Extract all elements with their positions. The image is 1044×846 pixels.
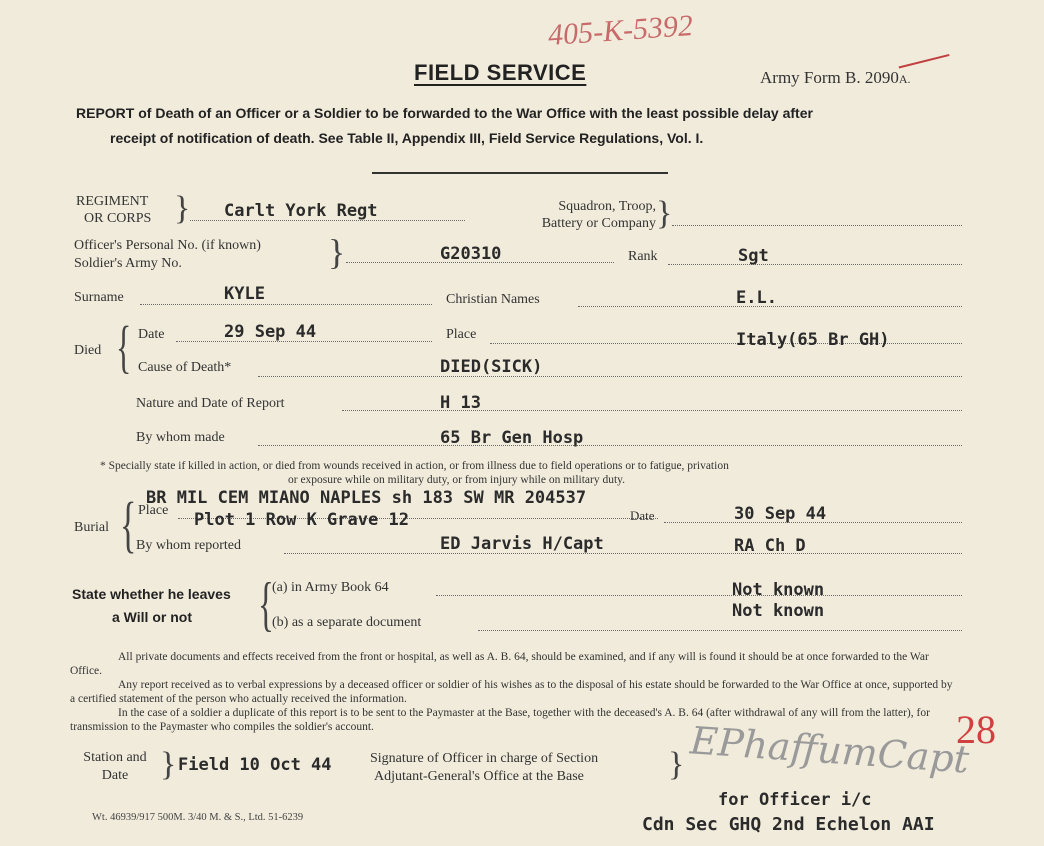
reported-by-value: ED Jarvis H/Capt [440, 534, 604, 554]
will-b-dots [478, 630, 962, 631]
cause-label: Cause of Death* [138, 360, 232, 375]
squadron-dots [672, 225, 962, 226]
died-brace: { [116, 314, 132, 379]
regiment-label-line2: OR CORPS [84, 211, 152, 226]
station-brace: } [160, 746, 177, 783]
will-label-2: a Will or not [112, 609, 192, 625]
place-died-value: Italy(65 Br GH) [736, 330, 890, 350]
for-officer-value: for Officer i/c [718, 790, 872, 810]
burial-date-label: Date [630, 508, 655, 523]
regiment-label [76, 193, 151, 227]
instruction-paragraph-3: In the case of a soldier a duplicate of this report is to be sent to the Paymaster at the Base, together with the deceased's A. B. 64 (after withdrawal of any will from the latter), for transmission to the Paymaster who compiles the soldier's account. [70, 707, 930, 733]
handwritten-number: 28 [956, 707, 996, 752]
by-whom-made-label: By whom made [136, 430, 225, 445]
rank-dots [668, 264, 962, 265]
will-b-label: (b) as a separate document [272, 615, 422, 630]
form-number-strike [899, 54, 954, 84]
station-value: Field 10 Oct 44 [178, 755, 332, 775]
officer-no-label: Officer's Personal No. (if known) [74, 238, 261, 253]
surname-value: KYLE [224, 284, 265, 304]
squadron-label [496, 198, 656, 232]
will-label-1: State whether he leaves [72, 586, 231, 602]
regiment-label-line1: REGIMENT [76, 194, 149, 209]
cause-dots [258, 376, 962, 377]
burial-place-value-2: Plot 1 Row K Grave 12 [194, 510, 409, 530]
form-number-suffix: A. [898, 72, 911, 86]
form-title: FIELD SERVICE [414, 60, 587, 85]
rank-value: Sgt [738, 246, 769, 266]
signature-label-line2: Adjutant-General's Office at the Base [374, 769, 584, 784]
printer-line: Wt. 46939/917 500M. 3/40 M. & S., Ltd. 51-6239 [92, 812, 304, 823]
will-brace: { [258, 571, 274, 637]
form-number-value: 2090 [864, 68, 899, 87]
nature-label: Nature and Date of Report [136, 396, 285, 411]
header-line-2: receipt of notification of death. See Table II, Appendix III, Field Service Regulations, Vol. I. [110, 130, 704, 146]
burial-place-value-1: BR MIL CEM MIANO NAPLES sh 183 SW MR 204537 [146, 488, 587, 508]
regiment-brace: } [174, 190, 191, 227]
regiment-value: Carlt York Regt [224, 201, 378, 221]
header-rule [372, 172, 668, 174]
burial-place-label: Place [138, 503, 169, 518]
number-label [74, 237, 261, 273]
surname-label: Surname [74, 290, 124, 305]
handwritten-signature: EPhaffumCapt [688, 718, 971, 782]
instruction-paragraph-1: All private documents and effects received from the front or hospital, as well as A. B. 64, should be examined, and if any will is found it should be at once forwarded to the War Office. [70, 651, 929, 677]
burial-date-value: 30 Sep 44 [734, 504, 827, 524]
signature-brace: } [668, 746, 685, 783]
nature-dots [342, 410, 962, 411]
squadron-label-line1: Squadron, Troop, [558, 199, 656, 214]
station-label-line2: Date [101, 768, 129, 783]
squadron-label-line2: Battery or Company [541, 216, 656, 231]
christian-names-label: Christian Names [446, 292, 540, 307]
date-died-value: 29 Sep 44 [224, 322, 317, 342]
will-b-value: Not known [732, 601, 825, 621]
rank-label: Rank [628, 249, 658, 264]
station-label-line1: Station and [83, 750, 147, 765]
christian-names-value: E.L. [736, 288, 777, 308]
number-brace: } [328, 232, 346, 272]
will-a-label: (a) in Army Book 64 [272, 580, 389, 595]
died-label: Died [74, 343, 102, 358]
station-label [70, 749, 160, 785]
by-whom-reported-label: By whom reported [136, 538, 241, 553]
place-died-dots [490, 343, 962, 344]
squadron-brace: } [656, 195, 673, 232]
by-whom-made-dots [258, 445, 962, 446]
handwritten-reference: 405-K-5392 [546, 8, 694, 53]
instruction-paragraph-2: Any report received as to verbal expressions by a deceased officer or soldier of his wishes as to the disposal of his estate should be forwarded to the War Office at once, supported by a certified statement of the person who actually received the information. [70, 679, 953, 705]
by-whom-reported-dots [284, 553, 962, 554]
form-number-prefix: Army Form B. [760, 68, 861, 87]
signature-label [370, 750, 598, 786]
footnote-line-1: * Specially state if killed in action, or died from wounds received in action, or from illness due to field operations or to fatigue, privation [100, 460, 729, 472]
form-number [760, 68, 911, 88]
nature-value: H 13 [440, 393, 481, 413]
date-died-label: Date [138, 327, 165, 342]
place-died-label: Place [446, 327, 477, 342]
by-whom-made-value: 65 Br Gen Hosp [440, 428, 584, 448]
header-line-1: REPORT of Death of an Officer or a Soldier to be forwarded to the War Office with the least possible delay after [76, 105, 813, 121]
signature-label-line1: Signature of Officer in charge of Section [370, 751, 599, 766]
will-a-value: Not known [732, 580, 825, 600]
reported-unit-value: RA Ch D [734, 536, 806, 556]
will-a-dots [436, 595, 962, 596]
burial-label: Burial [74, 520, 109, 535]
soldier-no-label: Soldier's Army No. [74, 256, 182, 271]
surname-dots [140, 304, 432, 305]
cause-value: DIED(SICK) [440, 357, 543, 377]
section-value: Cdn Sec GHQ 2nd Echelon AAI [642, 814, 935, 835]
army-number-value: G20310 [440, 244, 502, 264]
burial-brace: { [120, 491, 137, 559]
footnote-line-2: or exposure while on military duty, or from injury while on military duty. [288, 474, 626, 486]
